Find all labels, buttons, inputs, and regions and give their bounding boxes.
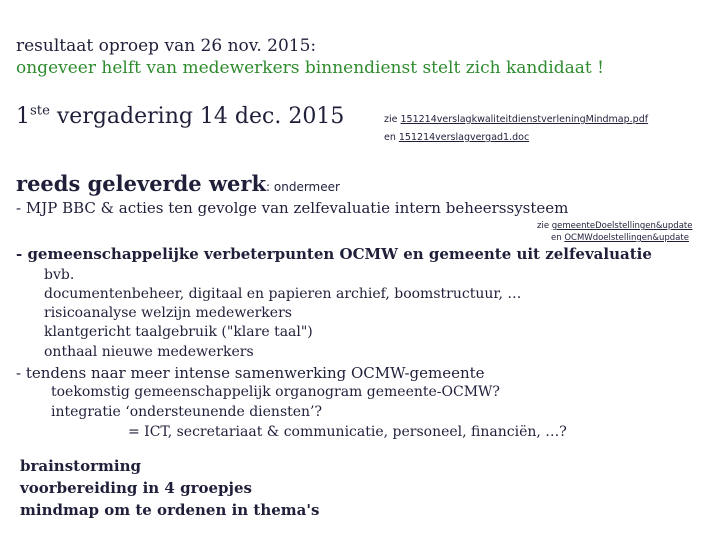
meeting-report-doc-link[interactable]: 151214verslagvergad1.doc	[398, 132, 530, 143]
example-item: bvb.	[44, 267, 75, 283]
example-item: onthaal nieuwe medewerkers	[44, 344, 254, 360]
work-heading-suffix: : ondermeer	[266, 180, 340, 194]
work-heading	[16, 171, 340, 196]
intro-line-1: resultaat oproep van 26 nov. 2015:	[16, 36, 317, 56]
mindmap-pdf-link[interactable]: 151214verslagkwaliteitdienstverleningMindmap.pdf	[400, 114, 649, 125]
ondersteunende-diensten-list: = ICT, secretariaat & communicatie, personeel, financiën, …?	[128, 424, 567, 440]
doelstellingen-reference-1	[537, 221, 692, 231]
brainstorm-line: mindmap om te ordenen in thema's	[20, 501, 320, 519]
work-heading-title: reeds geleverde werk	[16, 171, 267, 196]
brainstorm-line: voorbereiding in 4 groepjes	[20, 479, 252, 497]
see-label: zie	[384, 114, 401, 125]
work-item-verbeterpunten: - gemeenschappelijke verbeterpunten OCMW en gemeente uit zelfevaluatie	[16, 245, 652, 263]
example-item: klantgericht taalgebruik ("klare taal")	[44, 324, 313, 340]
example-item: documentenbeheer, digitaal en papieren archief, boomstructuur, …	[44, 286, 522, 302]
meeting-reference-1	[384, 114, 648, 125]
meeting-reference-2	[384, 132, 529, 143]
sub-item: integratie ‘ondersteunende diensten’?	[51, 404, 323, 420]
ocmw-doelstellingen-link[interactable]: OCMWdoelstellingen&update	[564, 233, 689, 243]
brainstorm-line: brainstorming	[20, 457, 141, 475]
sub-item: toekomstig gemeenschappelijk organogram gemeente-OCMW?	[51, 384, 500, 400]
doelstellingen-reference-2	[551, 233, 689, 243]
meeting-heading-number: 1	[16, 104, 30, 129]
see-label: zie	[537, 221, 552, 231]
and-label: en	[551, 233, 565, 243]
meeting-heading	[16, 104, 344, 129]
gemeente-doelstellingen-link[interactable]: gemeenteDoelstellingen&update	[551, 221, 693, 231]
and-label: en	[384, 132, 399, 143]
example-item: risicoanalyse welzijn medewerkers	[44, 305, 292, 321]
meeting-heading-rest: vergadering 14 dec. 2015	[49, 104, 345, 129]
work-item-mjp: - MJP BBC & acties ten gevolge van zelfevaluatie intern beheerssysteem	[16, 199, 569, 217]
intro-line-2: ongeveer helft van medewerkers binnendienst stelt zich kandidaat !	[16, 58, 604, 78]
work-item-samenwerking: - tendens naar meer intense samenwerking OCMW-gemeente	[16, 364, 485, 382]
meeting-heading-superscript: ste	[30, 103, 50, 119]
